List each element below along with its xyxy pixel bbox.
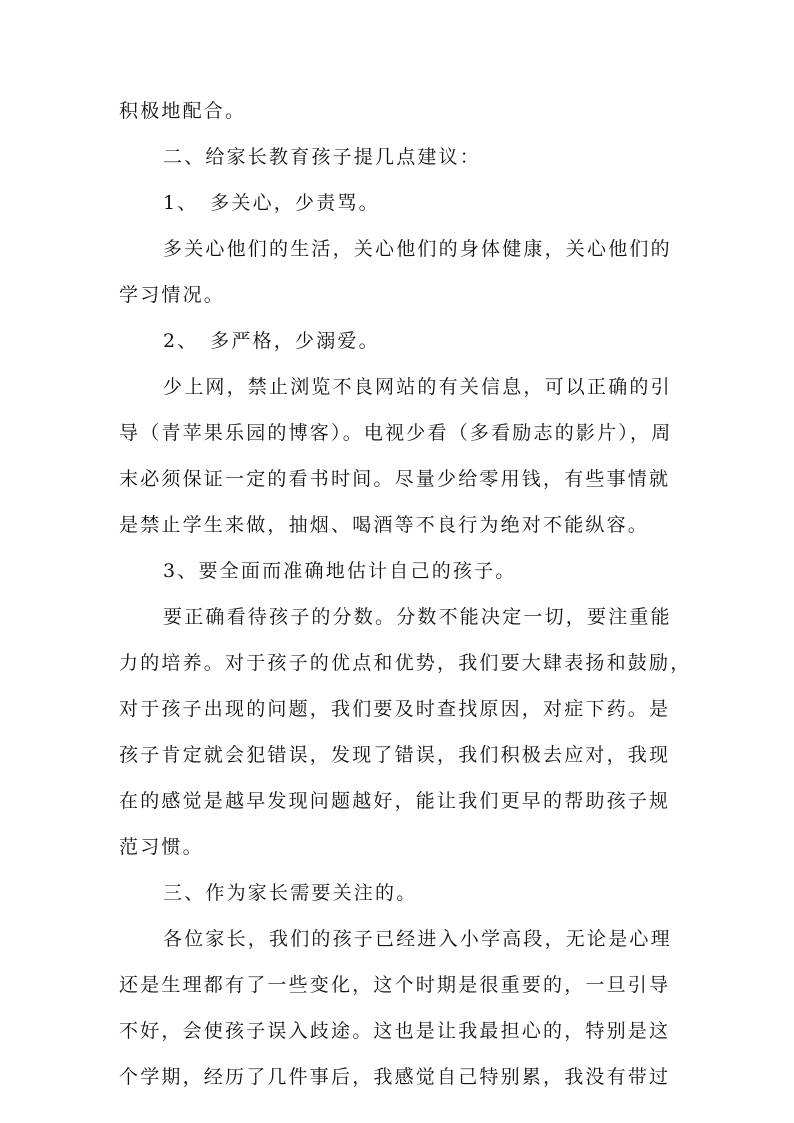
text-line-15: 孩子肯定就会犯错误，发现了错误，我们积极去应对，我现 — [119, 744, 671, 766]
text-line-10: 是禁止学生来做，抽烟、喝酒等不良行为绝对不能纵容。 — [119, 514, 650, 536]
list-item-1-heading: 1、 多关心，少责骂。 — [163, 192, 380, 214]
text-line-4: 多关心他们的生活，关心他们的身体健康，关心他们的 — [163, 238, 672, 260]
text-line-20: 还是生理都有了一些变化，这个时期是很重要的，一旦引导 — [119, 974, 671, 996]
text-line-5: 学习情况。 — [119, 284, 226, 306]
section-heading-3: 三、作为家长需要关注的。 — [163, 882, 418, 904]
text-line-17: 范习惯。 — [119, 836, 204, 858]
text-line-9: 末必须保证一定的看书时间。尽量少给零用钱，有些事情就 — [119, 468, 671, 490]
text-line-14: 对于孩子出现的问题，我们要及时查找原因，对症下药。是 — [119, 698, 671, 720]
text-line-22: 个学期，经历了几件事后，我感觉自己特别累，我没有带过 — [119, 1066, 671, 1088]
list-item-2-heading: 2、 多严格，少溺爱。 — [163, 330, 380, 352]
text-line-1: 积极地配合。 — [119, 100, 247, 122]
list-item-3-heading: 3、要全面而准确地估计自己的孩子。 — [163, 560, 517, 582]
text-line-13: 力的培养。对于孩子的优点和优势，我们要大肆表扬和鼓励， — [119, 652, 692, 674]
text-line-16: 在的感觉是越早发现问题越好，能让我们更早的帮助孩子规 — [119, 790, 671, 812]
text-line-12: 要正确看待孩子的分数。分数不能决定一切，要注重能 — [163, 606, 672, 628]
text-line-8: 导（青苹果乐园的博客）。电视少看（多看励志的影片），周 — [119, 422, 673, 444]
text-line-7: 少上网，禁止浏览不良网站的有关信息，可以正确的引 — [163, 376, 672, 398]
text-line-21: 不好，会使孩子误入歧途。这也是让我最担心的，特别是这 — [119, 1020, 671, 1042]
section-heading-2: 二、给家长教育孩子提几点建议： — [163, 146, 482, 168]
text-line-19: 各位家长，我们的孩子已经进入小学高段，无论是心理 — [163, 928, 672, 950]
